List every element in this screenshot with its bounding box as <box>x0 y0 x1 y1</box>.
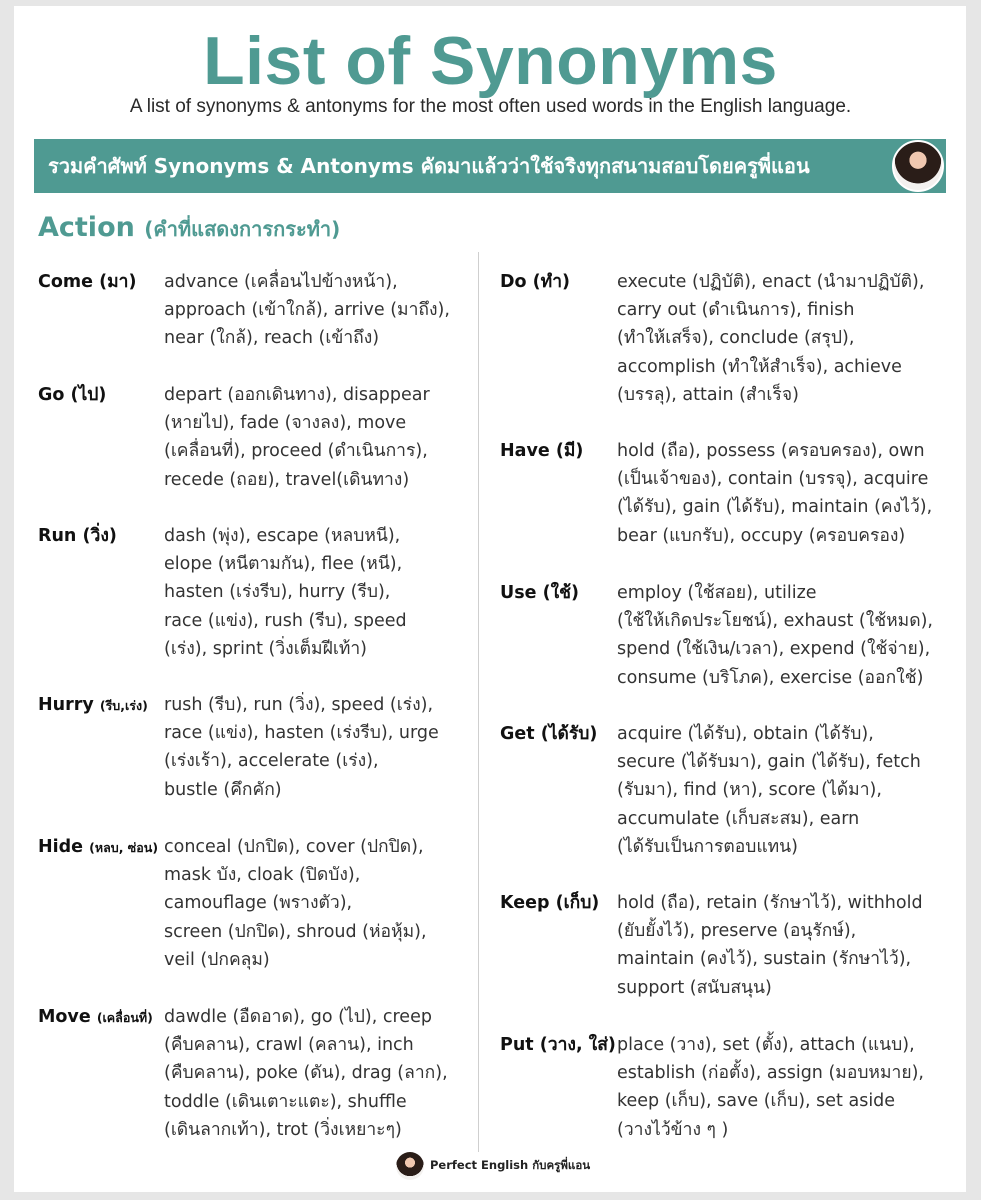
synonym-line: (คืบคลาน), crawl (คลาน), inch <box>164 1035 414 1056</box>
headword-english: Hide <box>38 837 84 857</box>
synonym-line: keep (เก็บ), save (เก็บ), set aside <box>617 1091 896 1112</box>
synonym-line: advance (เคลื่อนไปข้างหน้า), <box>164 272 398 292</box>
synonym-line: place (วาง), set (ตั้ง), attach (แนบ), <box>617 1035 915 1055</box>
synonym-line: approach (เข้าใกล้), arrive (มาถึง), <box>164 300 450 321</box>
headword-thai: (ใช้) <box>542 583 580 603</box>
headword <box>500 720 597 748</box>
banner <box>34 139 946 193</box>
headword-thai: (รีบ,เร่ง) <box>99 698 148 713</box>
synonym-line: secure (ได้รับมา), gain (ได้รับ), fetch <box>617 752 921 773</box>
page-subtitle: A list of synonyms & antonyms for the most often used words in the English language. <box>129 96 852 117</box>
synonym-line: conceal (ปกปิด), cover (ปกปิด), <box>164 837 424 857</box>
synonym-line: (ยับยั้งไว้), preserve (อนุรักษ์), <box>617 921 857 942</box>
headword <box>38 268 136 296</box>
headword <box>38 1003 153 1032</box>
column-divider <box>478 252 479 1152</box>
synonym-text <box>164 691 439 804</box>
headword-english: Run <box>38 526 77 546</box>
synonym-line: acquire (ได้รับ), obtain (ได้รับ), <box>617 724 874 744</box>
section-title: Action <box>38 212 135 243</box>
synonym-line: (รับมา), find (หา), score (ได้มา), <box>617 780 882 801</box>
headword-english: Keep <box>500 893 550 913</box>
synonym-text <box>164 1003 448 1144</box>
synonym-text <box>617 720 921 861</box>
synonym-line: execute (ปฏิบัติ), enact (นำมาปฏิบัติ), <box>617 272 925 292</box>
synonym-line: toddle (เดินเตาะแตะ), shuffle <box>164 1091 407 1112</box>
synonym-line: (วางไว้ข้าง ๆ ) <box>617 1119 729 1140</box>
synonym-line: screen (ปกปิด), shroud (ห่อหุ้ม), <box>164 921 427 942</box>
synonym-line: carry out (ดำเนินการ), finish <box>617 300 855 321</box>
headword <box>500 437 583 465</box>
teacher-avatar <box>892 140 944 192</box>
synonym-line: camouflage (พรางตัว), <box>164 893 353 914</box>
synonym-line: (คืบคลาน), poke (ดัน), drag (ลาก), <box>164 1063 448 1084</box>
synonym-text <box>617 889 923 1002</box>
headword <box>38 691 148 720</box>
page-title: List of Synonyms <box>203 23 778 99</box>
synonym-text <box>617 268 924 409</box>
headword-thai: (ทำ) <box>532 272 571 292</box>
headword-thai: (เคลื่อนที่) <box>96 1010 153 1025</box>
headword <box>38 833 158 862</box>
synonym-text <box>164 833 427 974</box>
synonym-line: (บรรลุ), attain (สำเร็จ) <box>617 384 799 405</box>
headword-english: Go <box>38 385 65 405</box>
synonym-line: establish (ก่อตั้ง), assign (มอบหมาย), <box>617 1063 924 1084</box>
headword <box>500 889 599 917</box>
headword-english: Move <box>38 1007 91 1027</box>
synonym-text <box>617 579 933 692</box>
banner-text: รวมคำศัพท์ Synonyms & Antonyms คัดมาแล้วว่าใช้จริงทุกสนามสอบโดยครูพี่แอน <box>48 154 810 178</box>
headword-english: Put <box>500 1035 534 1055</box>
synonym-line: spend (ใช้เงิน/เวลา), expend (ใช้จ่าย), <box>617 639 931 660</box>
synonym-line: hold (ถือ), possess (ครอบครอง), own <box>617 441 925 461</box>
synonym-line: maintain (คงไว้), sustain (รักษาไว้), <box>617 949 912 970</box>
headword-english: Get <box>500 724 535 744</box>
synonym-line: hold (ถือ), retain (รักษาไว้), withhold <box>617 893 923 913</box>
synonym-line: (หายไป), fade (จางลง), move <box>164 413 407 434</box>
headword-english: Hurry <box>38 695 94 715</box>
synonym-line: accumulate (เก็บสะสม), earn <box>617 808 860 829</box>
synonym-line: employ (ใช้สอย), utilize <box>617 583 817 603</box>
headword-thai: (เก็บ) <box>555 893 600 913</box>
synonym-line: bear (แบกรับ), occupy (ครอบครอง) <box>617 525 906 546</box>
headword-english: Use <box>500 583 537 603</box>
synonym-line: mask บัง, cloak (ปิดบัง), <box>164 865 361 886</box>
headword-thai: (ได้รับ) <box>540 724 598 744</box>
synonym-line: dash (พุ่ง), escape (หลบหนี), <box>164 526 401 546</box>
synonym-line: rush (รีบ), run (วิ่ง), speed (เร่ง), <box>164 695 434 715</box>
synonym-text <box>164 268 450 353</box>
synonym-line: (เดินลากเท้า), trot (วิ่งเหยาะๆ) <box>164 1119 402 1140</box>
headword <box>500 268 570 296</box>
headword-thai: (วาง, ใส่) <box>539 1035 616 1055</box>
synonym-line: consume (บริโภค), exercise (ออกใช้) <box>617 667 924 688</box>
synonym-line: race (แข่ง), rush (รีบ), speed <box>164 610 407 631</box>
footer-text: Perfect English กับครูพี่แอน <box>430 1158 591 1172</box>
headword <box>38 522 117 550</box>
headword-english: Have <box>500 441 550 461</box>
headword-english: Come <box>38 272 93 292</box>
headword-english: Do <box>500 272 527 292</box>
synonym-line: elope (หนีตามกัน), flee (หนี), <box>164 554 403 575</box>
headword <box>500 1031 616 1059</box>
synonym-line: depart (ออกเดินทาง), disappear <box>164 385 430 405</box>
headword <box>38 381 106 409</box>
synonym-line: (เร่ง), sprint (วิ่งเต็มฝีเท้า) <box>164 638 368 659</box>
footer-avatar <box>396 1152 424 1180</box>
headword-thai: (ไป) <box>70 385 107 405</box>
synonym-line: hasten (เร่งรีบ), hurry (รีบ), <box>164 582 391 603</box>
headword-thai: (วิ่ง) <box>82 526 117 546</box>
synonym-line: (ได้รับเป็นการตอบแทน) <box>617 836 798 857</box>
synonym-line: near (ใกล้), reach (เข้าถึง) <box>164 328 380 349</box>
section-heading <box>38 212 340 245</box>
synonym-text <box>617 437 932 550</box>
synonym-line: support (สนับสนุน) <box>617 977 772 998</box>
synonym-text <box>164 381 430 494</box>
synonym-line: (เร่งเร้า), accelerate (เร่ง), <box>164 751 379 772</box>
headword-thai: (หลบ, ซ่อน) <box>89 840 159 855</box>
synonym-line: (ได้รับ), gain (ได้รับ), maintain (คงไว้), <box>617 497 933 518</box>
section-subtitle: (คำที่แสดงการกระทำ) <box>144 217 341 241</box>
synonym-line: (ใช้ให้เกิดประโยชน์), exhaust (ใช้หมด), <box>617 611 933 632</box>
synonym-line: (เป็นเจ้าของ), contain (บรรจุ), acquire <box>617 469 929 490</box>
synonym-line: (ทำให้เสร็จ), conclude (สรุป), <box>617 328 855 349</box>
headword-thai: (มี) <box>555 441 584 461</box>
synonym-line: dawdle (อืดอาด), go (ไป), creep <box>164 1007 432 1027</box>
headword-thai: (มา) <box>99 272 137 292</box>
synonym-line: (เคลื่อนที่), proceed (ดำเนินการ), <box>164 441 428 462</box>
synonym-line: veil (ปกคลุม) <box>164 949 270 970</box>
synonym-text <box>617 1031 924 1144</box>
headword <box>500 579 579 607</box>
synonym-line: recede (ถอย), travel(เดินทาง) <box>164 469 410 490</box>
synonym-text <box>164 522 407 663</box>
synonym-line: bustle (คึกคัก) <box>164 779 282 800</box>
synonym-line: race (แข่ง), hasten (เร่งรีบ), urge <box>164 723 439 744</box>
synonym-line: accomplish (ทำให้สำเร็จ), achieve <box>617 356 902 377</box>
